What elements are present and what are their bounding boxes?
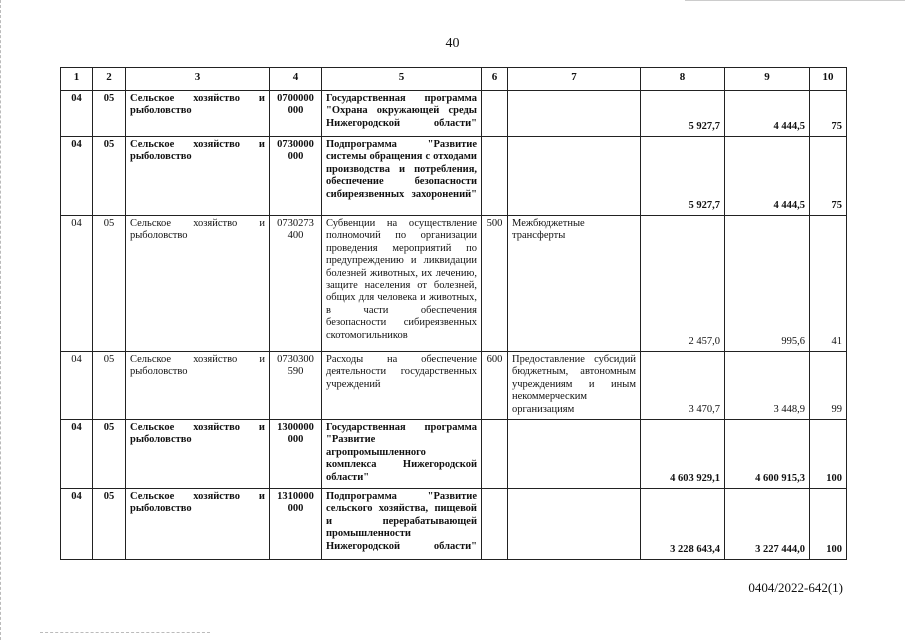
cell-section: 04 bbox=[61, 420, 93, 489]
cell-expense-type: 500 bbox=[482, 216, 508, 352]
table-row bbox=[61, 420, 847, 489]
cell-percent: 75 bbox=[810, 91, 847, 137]
table-row bbox=[61, 137, 847, 216]
cell-section-name: Сельское хозяйство и рыболовство bbox=[126, 420, 270, 489]
cell-planned: 5 927,7 bbox=[641, 91, 725, 137]
cell-section-name: Сельское хозяйство и рыболовство bbox=[126, 489, 270, 560]
cell-expense-name bbox=[508, 420, 641, 489]
cell-planned: 5 927,7 bbox=[641, 137, 725, 216]
header-col-3: 3 bbox=[126, 68, 270, 91]
header-col-2: 2 bbox=[93, 68, 126, 91]
cell-section: 04 bbox=[61, 91, 93, 137]
budget-table-container bbox=[60, 67, 846, 560]
cell-executed: 995,6 bbox=[725, 216, 810, 352]
cell-section: 04 bbox=[61, 489, 93, 560]
header-col-1: 1 bbox=[61, 68, 93, 91]
cell-section: 04 bbox=[61, 137, 93, 216]
page-number: 40 bbox=[445, 36, 460, 51]
cell-target-code: 1310000 000 bbox=[270, 489, 322, 560]
cell-expense-name: Предоставление субсидий бюджетным, автономным учреждениям и иным некоммерческим организациям bbox=[508, 352, 641, 420]
cell-executed: 4 600 915,3 bbox=[725, 420, 810, 489]
cell-target-code: 0730300 590 bbox=[270, 352, 322, 420]
cell-expense-type bbox=[482, 420, 508, 489]
table-row bbox=[61, 489, 847, 560]
document-code: 0404/2022-642(1) bbox=[748, 580, 843, 595]
header-col-5: 5 bbox=[322, 68, 482, 91]
cell-subsection: 05 bbox=[93, 352, 126, 420]
cell-percent: 100 bbox=[810, 420, 847, 489]
cell-target-code: 0730273 400 bbox=[270, 216, 322, 352]
cell-expense-type: 600 bbox=[482, 352, 508, 420]
cell-program-name: Государственная программа "Охрана окружающей среды Нижегородской области" bbox=[322, 91, 482, 137]
cell-expense-name: Межбюджетные трансферты bbox=[508, 216, 641, 352]
scan-edge-bottom bbox=[40, 632, 210, 634]
cell-expense-type bbox=[482, 489, 508, 560]
header-col-9: 9 bbox=[725, 68, 810, 91]
cell-percent: 41 bbox=[810, 216, 847, 352]
cell-section-name: Сельское хозяйство и рыболовство bbox=[126, 91, 270, 137]
cell-subsection: 05 bbox=[93, 137, 126, 216]
cell-section-name: Сельское хозяйство и рыболовство bbox=[126, 137, 270, 216]
cell-planned: 2 457,0 bbox=[641, 216, 725, 352]
cell-program-name: Подпрограмма "Развитие системы обращения с отходами производства и потребления, обеспечение безопасности сибиреязвенных захоронений" bbox=[322, 137, 482, 216]
scan-edge-top bbox=[685, 0, 905, 3]
cell-subsection: 05 bbox=[93, 91, 126, 137]
scan-edge-left bbox=[0, 0, 3, 640]
cell-executed: 3 227 444,0 bbox=[725, 489, 810, 560]
header-col-7: 7 bbox=[508, 68, 641, 91]
cell-planned: 3 228 643,4 bbox=[641, 489, 725, 560]
cell-subsection: 05 bbox=[93, 216, 126, 352]
cell-section-name: Сельское хозяйство и рыболовство bbox=[126, 216, 270, 352]
cell-subsection: 05 bbox=[93, 420, 126, 489]
cell-expense-type bbox=[482, 91, 508, 137]
header-col-8: 8 bbox=[641, 68, 725, 91]
cell-subsection: 05 bbox=[93, 489, 126, 560]
cell-executed: 4 444,5 bbox=[725, 137, 810, 216]
cell-expense-name bbox=[508, 489, 641, 560]
cell-section: 04 bbox=[61, 216, 93, 352]
table-row bbox=[61, 352, 847, 420]
cell-program-name: Подпрограмма "Развитие сельского хозяйства, пищевой и перерабатывающей промышленности Нижегородской области" bbox=[322, 489, 482, 560]
budget-table bbox=[60, 67, 847, 560]
cell-expense-type bbox=[482, 137, 508, 216]
table-row bbox=[61, 91, 847, 137]
header-col-6: 6 bbox=[482, 68, 508, 91]
cell-section: 04 bbox=[61, 352, 93, 420]
cell-executed: 4 444,5 bbox=[725, 91, 810, 137]
cell-section-name: Сельское хозяйство и рыболовство bbox=[126, 352, 270, 420]
cell-planned: 3 470,7 bbox=[641, 352, 725, 420]
cell-expense-name bbox=[508, 137, 641, 216]
cell-target-code: 0700000 000 bbox=[270, 91, 322, 137]
cell-program-name: Субвенции на осуществление полномочий по организации проведения мероприятий по предупреждению и ликвидации болезней животных, их лечению, защите населения от болезней, общих для человека и животных, в части обеспечения безопасности сибиреязвенных скотомогильников bbox=[322, 216, 482, 352]
header-row bbox=[61, 68, 847, 91]
cell-percent: 75 bbox=[810, 137, 847, 216]
cell-target-code: 1300000 000 bbox=[270, 420, 322, 489]
cell-program-name: Расходы на обеспечение деятельности государственных учреждений bbox=[322, 352, 482, 420]
table-row bbox=[61, 216, 847, 352]
cell-expense-name bbox=[508, 91, 641, 137]
cell-percent: 100 bbox=[810, 489, 847, 560]
cell-executed: 3 448,9 bbox=[725, 352, 810, 420]
cell-percent: 99 bbox=[810, 352, 847, 420]
header-col-4: 4 bbox=[270, 68, 322, 91]
cell-target-code: 0730000 000 bbox=[270, 137, 322, 216]
header-col-10: 10 bbox=[810, 68, 847, 91]
cell-planned: 4 603 929,1 bbox=[641, 420, 725, 489]
cell-program-name: Государственная программа "Развитие агропромышленного комплекса Нижегородской области" bbox=[322, 420, 482, 489]
